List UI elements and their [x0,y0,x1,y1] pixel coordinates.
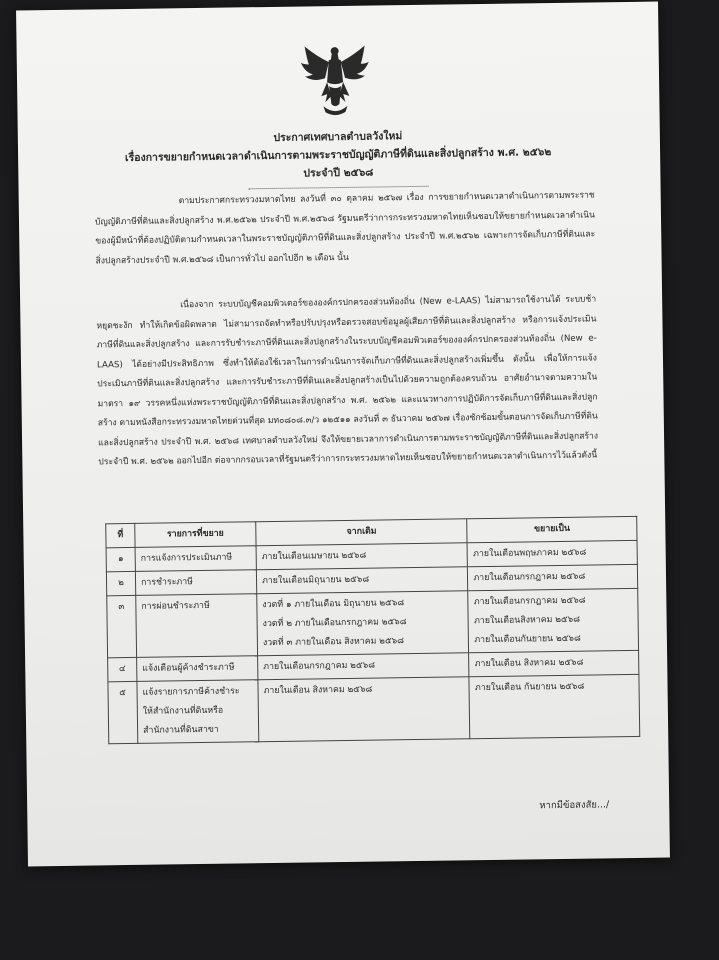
row-no: ๕ [108,681,138,743]
row-from: ภายในเดือนเมษายน ๒๕๖๘ [256,543,468,570]
row-item [137,680,259,744]
row-item: การชำระภาษี [135,570,256,596]
document-page [16,2,670,867]
garuda-emblem-icon [299,42,372,119]
header-from: จากเดิม [256,519,468,546]
row-no: ๒ [106,571,135,595]
announcement-year: ประจำปี ๒๕๖๘ [303,166,374,180]
row-no: ๔ [108,657,137,681]
row-to: ภายในเดือนพฤษภาคม ๒๕๖๘ [467,540,637,566]
table-row [108,674,640,743]
header-to: ขยายเป็น [467,516,637,542]
row-item: แจ้งเตือนผู้ค้างชำระภาษี [137,656,258,682]
row-from [257,591,469,656]
announcement-issuer: ประกาศเทศบาลตำบลวังใหม่ [273,130,403,144]
row-item-line: ให้สำนักงานที่ดินหรือ [142,705,224,717]
row-to: ภายในเดือน สิงหาคม ๒๕๖๘ [469,650,639,676]
row-item: การแจ้งการประเมินภาษี [135,546,256,572]
extension-schedule-table [105,516,640,744]
header-no: ที่ [106,523,135,547]
row-to: ภายในเดือน กันยายน ๒๕๖๘ [469,674,639,738]
table-row [107,588,639,657]
paragraph-1: ตามประกาศกระทรวงมหาดไทย ลงวันที่ ๓๐ ตุลาคม ๒๕๖๗ เรื่อง การขยายกำหนดเวลาดำเนินการตามพระราชบัญญัติภาษีที่ดินและสิ่งปลูกสร้าง พ.ศ.๒๕๖๒ ประจำปี พ.ศ.๒๕๖๘ รัฐมนตรีว่าการกระทรวงมหาดไทยเห็นชอบให้ขยายกำหนดเวลาดำเนินของผู้มีหน้าที่ต้องปฏิบัติตามกำหนดเวลาในพระราชบัญญัติภาษีที่ดินและสิ่งปลูกสร้าง ประจำปี พ.ศ.๒๕๖๒ เฉพาะการจัดเก็บภาษีที่ดินและสิ่งปลูกสร้างประจำปี พ.ศ.๒๕๖๘ เป็นการทั่วไป ออกไปอีก ๒ เดือน นั้น [94,190,596,266]
continued-note: หากมีข้อสงสัย.../ [539,799,610,812]
row-from: ภายในเดือนมิถุนายน ๒๕๖๘ [256,567,468,594]
installment-1-from: งวดที่ ๑ ภายในเดือน มิถุนายน ๒๕๖๘ [262,598,405,611]
paragraph-2: เนื่องจาก ระบบบัญชีคอมพิวเตอร์ขององค์กรปกครองส่วนท้องถิ่น (New e-LAAS) ไม่สามารถใช้งานได้ ระบบช้า หยุดชะงัก ทำให้เกิดข้อผิดพลาด ไม่สามารถจัดทำหรือปรับปรุงหรือตรวจสอบข้อมูลผู้เสียภาษีที่ดินและสิ่งปลูกสร้าง หรือการแจ้งประเมินภาษีที่ดินและสิ่งปลูกสร้าง และการรับชำระภาษีที่ดินและสิ่งปลูกสร้างในระบบบัญชีคอมพิวเตอร์ขององค์กรปกครองส่วนท้องถิ่น (New e-LAAS) ได้อย่างมีประสิทธิภาพ ซึ่งทำให้ต้องใช้เวลาในการดำเนินการจัดเก็บภาษีที่ดินและสิ่งปลูกสร้างเพิ่มขึ้น ดังนั้น เพื่อให้การแจ้งประเมินภาษีที่ดินและสิ่งปลูกสร้าง และการรับชำระภาษีที่ดินและสิ่งปลูกสร้างเป็นไปด้วยความถูกต้องครบถ้วน อาศัยอำนาจตามความในมาตรา ๑๙ วรรคหนึ่งแห่งพระราชบัญญัติภาษีที่ดินและสิ่งปลูกสร้าง พ.ศ. ๒๕๖๒ และแนวทางการปฏิบัติการจัดเก็บภาษีที่ดินและสิ่งปลูกสร้าง ตามหนังสือกระทรวงมหาดไทยด่วนที่สุด มท๐๘๐๘.๓/ว ๑๒๕๑๑ ลงวันที่ ๓ ธันวาคม ๒๕๖๗ เรื่องซักซ้อมขั้นตอนการจัดเก็บภาษีที่ดินและสิ่งปลูกสร้าง ประจำปี พ.ศ. ๒๕๖๘ เทศบาลตำบลวังใหม่ จึงให้ขยายเวลาการดำเนินการตามพระราชบัญญัติภาษีที่ดินและสิ่งปลูกสร้าง ประจำปี พ.ศ. ๒๕๖๒ ออกไปอีก ต่อจากกรอบเวลาที่รัฐมนตรีว่าการกระทรวงมหาดไทยเห็นชอบให้ขยายกำหนดเวลาดำเนินการไว้แล้วดังนี้ [96,294,599,468]
row-from: ภายในเดือนกรกฎาคม ๒๕๖๘ [258,653,470,680]
installment-2-from: งวดที่ ๒ ภายในเดือนกรกฎาคม ๒๕๖๘ [262,617,407,630]
announcement-subject: เรื่องการขยายกำหนดเวลาดำเนินการตามพระราชบัญญัติภาษีที่ดินและสิ่งปลูกสร้าง พ.ศ. ๒๕๖๒ [124,146,552,165]
row-no: ๑ [106,547,135,571]
row-no: ๓ [107,595,137,657]
row-to [468,588,638,652]
row-item-line: แจ้งรายการภาษีค้างชำระ [142,686,240,698]
installment-2-to: ภายในเดือนสิงหาคม ๒๕๖๘ [474,614,581,627]
row-item-line: สำนักงานที่ดินสาขา [143,724,219,736]
row-from: ภายในเดือน สิงหาคม ๒๕๖๘ [258,677,470,742]
row-to: ภายในเดือนกรกฎาคม ๒๕๖๘ [468,564,638,590]
header-item: รายการที่ขยาย [135,522,256,548]
installment-1-to: ภายในเดือนกรกฎาคม ๒๕๖๘ [473,595,586,608]
installment-3-from: งวดที่ ๓ ภายในเดือน สิงหาคม ๒๕๖๘ [262,636,405,649]
row-item: การผ่อนชำระภาษี [136,594,258,658]
installment-3-to: ภายในเดือนกันยายน ๒๕๖๘ [474,633,581,646]
